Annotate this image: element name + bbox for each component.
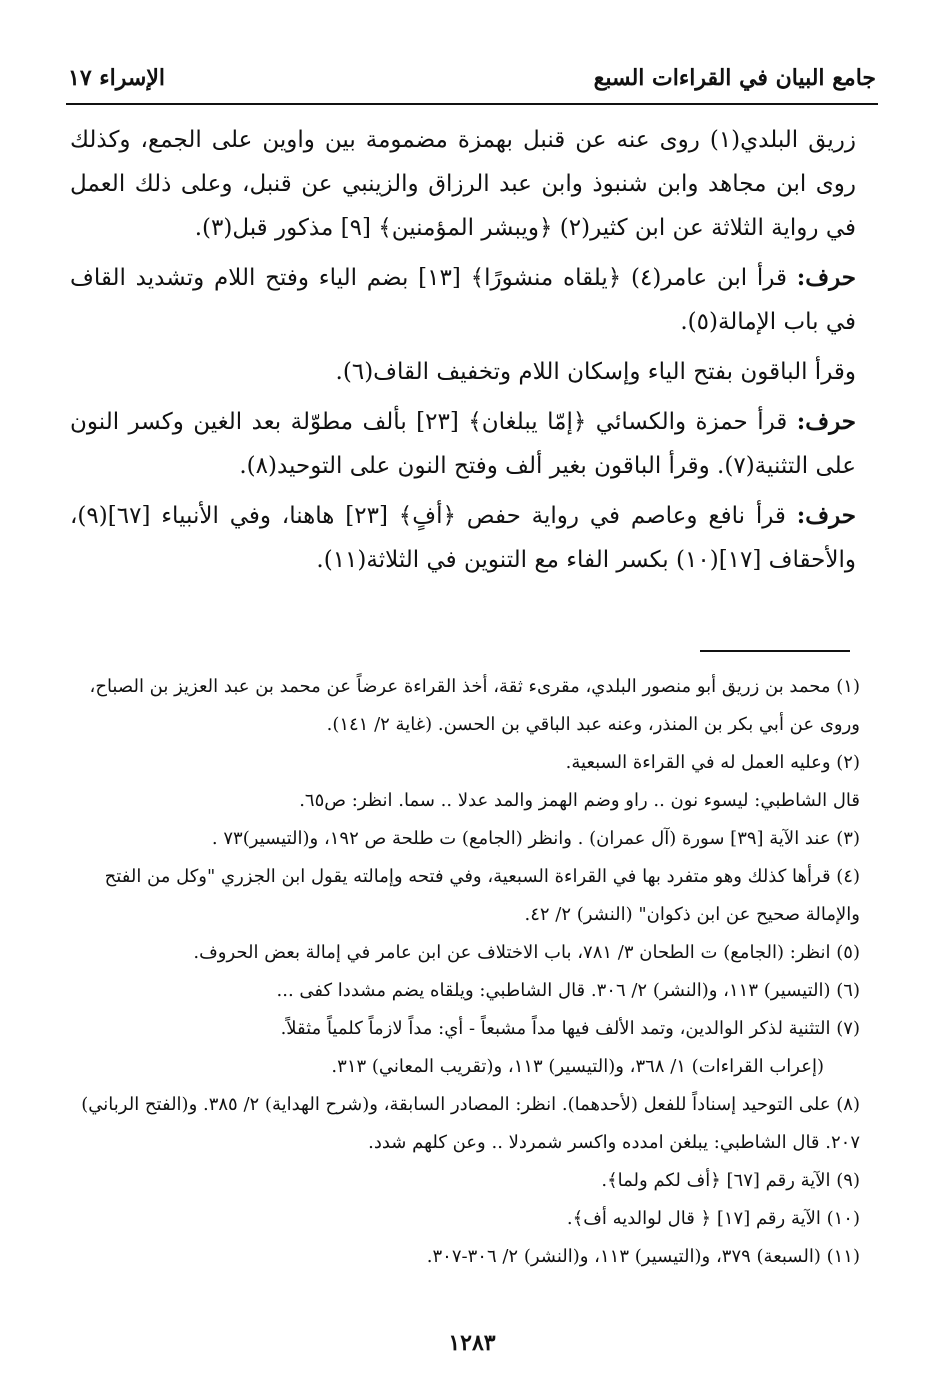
paragraph-2 xyxy=(70,256,856,344)
footnote-item: (٣) عند الآية [٣٩] سورة (آل عمران) . وانظر (الجامع) ت طلحة ص ١٩٢، و(التيسير)٧٣ . xyxy=(211,828,860,849)
paragraph-5 xyxy=(70,494,856,582)
surah-page-label: الإسراء ١٧ xyxy=(68,65,165,91)
footnote-item: (٥) انظر: (الجامع) ت الطحان ٣/ ٧٨١، باب الاختلاف عن ابن عامر في إمالة بعض الحروف. xyxy=(193,942,860,963)
footnote-item: (١) محمد بن زريق أبو منصور البلدي، مقرىء ثقة، أخذ القراءة عرضاً عن محمد بن عبد العزيز بن الصباح، وروى عن أبي بكر بن المنذر، وعنه عبد الباقي بن الحسن. (غاية ٢/ ١٤١). xyxy=(89,676,860,735)
footnote-item: (١١) (السبعة) ٣٧٩، و(التيسير) ١١٣، و(النشر) ٢/ ٣٠٦-٣٠٧. xyxy=(426,1246,860,1267)
harf-label: حرف: xyxy=(796,502,856,529)
book-title: جامع البيان في القراءات السبع xyxy=(593,65,876,91)
paragraph-1: زريق البلدي(١) روى عنه عن قنبل بهمزة مضمومة بين واوين على الجمع، وكذلك روى ابن مجاهد وابن شنبوذ وابن عبد الرزاق والزينبي عن قنبل، وعلى ذلك العمل في رواية الثلاثة عن ابن كثير(٢) ﴿ويبشر المؤمنين﴾ [٩] مذكور قبل(٣). xyxy=(70,127,857,241)
footnote-item: قال الشاطبي: ليسوء نون .. راو وضم الهمز والمد عدلا .. سما. انظر: ص٦٥. xyxy=(299,790,860,811)
paragraph-5-text: قرأ نافع وعاصم في رواية حفص ﴿أفٍ﴾ [٢٣] هاهنا، وفي الأنبياء [٦٧](٩)، والأحقاف [١٧](١٠) بكسر الفاء مع التنوين في الثلاثة(١١). xyxy=(70,503,856,573)
footnote-item: (٦) (التيسير) ١١٣، و(النشر) ٢/ ٣٠٦. قال الشاطبي: ويلقاه يضم مشددا كفى ... xyxy=(276,980,860,1001)
footnote-item: (إعراب القراءات) ١/ ٣٦٨، و(التيسير) ١١٣، و(تقريب المعاني) ٣١٣. xyxy=(331,1056,824,1077)
page-number: ١٢٨٣ xyxy=(448,1330,496,1356)
footnote-item: (٤) قرأها كذلك وهو متفرد بها في القراءة السبعية، وفي فتحه وإمالته يقول ابن الجزري "وكل من الفتح والإمالة صحيح عن ابن ذكوان" (النشر) ٢/ ٤٢. xyxy=(104,866,860,925)
main-text xyxy=(70,118,856,588)
paragraph-2-text: قرأ ابن عامر(٤) ﴿يلقاه منشورًا﴾ [١٣] بضم الياء وفتح اللام وتشديد القاف في باب الإمالة(٥). xyxy=(70,265,856,335)
footnote-divider xyxy=(700,650,850,652)
harf-label: حرف: xyxy=(796,408,856,435)
footnote-item: (١٠) الآية رقم [١٧] ﴿ قال لوالديه أف﴾. xyxy=(566,1208,860,1229)
harf-label: حرف: xyxy=(796,264,856,291)
footnote-item: (٨) على التوحيد إسناداً للفعل (لأحدهما). انظر: المصادر السابقة، و(شرح الهداية) ٢/ ٣٨٥. و(الفتح الرباني) ٢٠٧. قال الشاطبي: يبلغن امدده واكسر شمردلا .. وعن كلهم شدد. xyxy=(81,1094,860,1153)
footnote-item: (٩) الآية رقم [٦٧] ﴿أف لكم ولما﴾. xyxy=(601,1170,860,1191)
paragraph-3: وقرأ الباقون بفتح الياء وإسكان اللام وتخفيف القاف(٦). xyxy=(335,359,856,385)
footnote-item: (٧) التثنية لذكر الوالدين، وتمد الألف فيها مداً مشبعاً - أي: مداً لازماً كلمياً مثقلاً. xyxy=(280,1018,860,1039)
paragraph-4-text: قرأ حمزة والكسائي ﴿إمّا يبلغان﴾ [٢٣] بألف مطوّلة بعد الغين وكسر النون على التثنية(٧). وقرأ الباقون بغير ألف وفتح النون على التوحيد(٨). xyxy=(70,409,856,479)
footnotes xyxy=(70,668,860,1276)
paragraph-4 xyxy=(70,400,856,488)
footnote-item: (٢) وعليه العمل له في القراءة السبعية. xyxy=(565,752,860,773)
running-header xyxy=(68,58,876,98)
header-divider xyxy=(66,103,878,105)
